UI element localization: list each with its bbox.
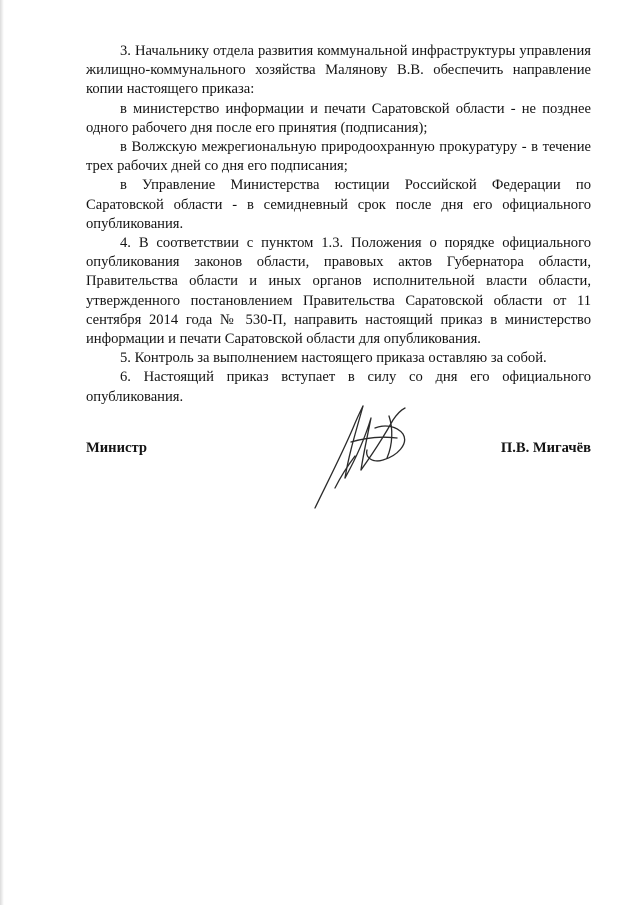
paragraph-ministry-info: в министерство информации и печати Саратовской области - не позднее одного рабочего дня после его принятия (подписания); <box>86 100 591 136</box>
paragraph-item-5: 5. Контроль за выполнением настоящего приказа оставляю за собой. <box>120 350 547 367</box>
signer-name: П.В. Мигачёв <box>500 440 591 456</box>
handwritten-signature-icon <box>305 398 435 518</box>
document-body <box>86 42 591 407</box>
signer-title: Министр <box>86 440 147 456</box>
paragraph-prosecutor: в Волжскую межрегиональную природоохранную прокуратуру - в течение трех рабочих дней со дня его подписания; <box>86 139 591 175</box>
paragraph-item-3: 3. Начальнику отдела развития коммунальной инфраструктуры управления жилищно-коммунального хозяйства Малянову В.В. обеспечить направление копии настоящего приказа: <box>86 43 591 98</box>
paragraph-item-4: 4. В соответствии с пунктом 1.3. Положения о порядке официального опубликования законов области, правовых актов Губернатора области, Правительства области и иных органов исполнительной власти области, утвержденного постановлением Правительства Саратовской области от 11 сентября 2014 года № 530-П, направить настоящий приказ в министерство информации и печати Саратовской области для опубликования. <box>86 235 591 348</box>
paragraph-item-6: 6. Настоящий приказ вступает в силу со дня его официального опубликования. <box>86 369 591 405</box>
paragraph-justice-ministry: в Управление Министерства юстиции Российской Федерации по Саратовской области - в семидневный срок после дня его официального опубликования. <box>86 177 591 232</box>
